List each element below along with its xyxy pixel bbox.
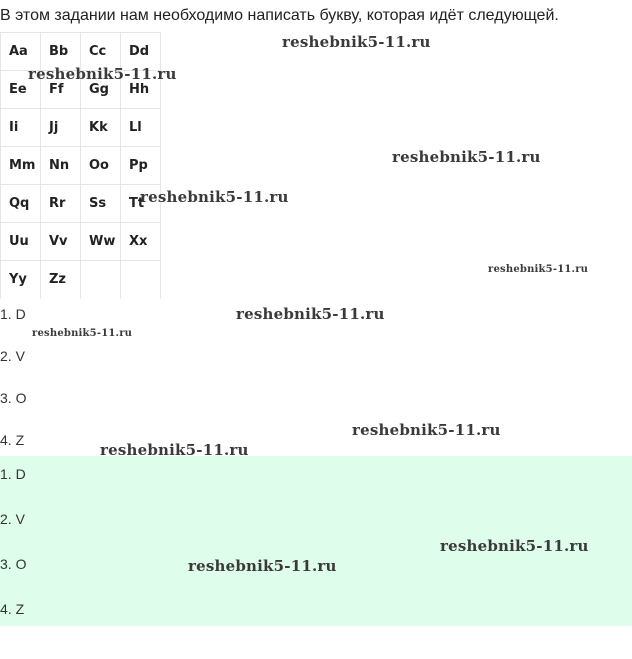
watermark: reshebnik5-11.ru: [188, 557, 337, 575]
watermark: reshebnik5-11.ru: [236, 305, 385, 323]
list-item: 2. V: [0, 511, 25, 527]
table-cell: Bb: [41, 33, 81, 71]
watermark: reshebnik5-11.ru: [32, 328, 133, 339]
watermark: reshebnik5-11.ru: [392, 148, 541, 166]
list-item: 4. Z: [0, 432, 25, 448]
table-cell: Rr: [41, 185, 81, 223]
table-cell: Oo: [81, 147, 121, 185]
table-cell: Dd: [121, 33, 161, 71]
table-row: [1, 261, 161, 299]
table-cell: Ss: [81, 185, 121, 223]
answer-list: [0, 300, 632, 468]
table-cell: Vv: [41, 223, 81, 261]
table-cell: Pp: [121, 147, 161, 185]
list-item: 4. Z: [0, 601, 25, 617]
list-item: 3. O: [0, 390, 27, 406]
table-cell: Cc: [81, 33, 121, 71]
table-row: [1, 223, 161, 261]
list-item: 1. D: [0, 306, 26, 322]
watermark: reshebnik5-11.ru: [440, 537, 589, 555]
table-cell: [81, 261, 121, 299]
table-cell: Ii: [1, 109, 41, 147]
table-cell: Hh: [121, 71, 161, 109]
table-cell: Xx: [121, 223, 161, 261]
list-item: 2. V: [0, 348, 25, 364]
table-cell: Ww: [81, 223, 121, 261]
table-cell: Aa: [1, 33, 41, 71]
table-cell: Tt: [121, 185, 161, 223]
watermark: reshebnik5-11.ru: [352, 421, 501, 439]
watermark: reshebnik5-11.ru: [140, 188, 289, 206]
table-cell: Ff: [41, 71, 81, 109]
table-row: [1, 147, 161, 185]
table-cell: Jj: [41, 109, 81, 147]
list-item: 1. D: [0, 466, 26, 482]
table-cell: Ll: [121, 109, 161, 147]
table-row: [1, 185, 161, 223]
table-cell: Nn: [41, 147, 81, 185]
table-cell: Gg: [81, 71, 121, 109]
table-cell: Zz: [41, 261, 81, 299]
task-instruction: В этом задании нам необходимо написать букву, которая идёт следующей.: [0, 7, 559, 24]
table-cell: [121, 261, 161, 299]
watermark: reshebnik5-11.ru: [282, 33, 431, 51]
watermark: reshebnik5-11.ru: [488, 264, 589, 275]
table-cell: Qq: [1, 185, 41, 223]
table-cell: Uu: [1, 223, 41, 261]
table-cell: Kk: [81, 109, 121, 147]
list-item: 3. O: [0, 556, 27, 572]
table-cell: Ee: [1, 71, 41, 109]
watermark: reshebnik5-11.ru: [28, 65, 177, 83]
watermark: reshebnik5-11.ru: [100, 441, 249, 459]
table-cell: Mm: [1, 147, 41, 185]
table-row: [1, 109, 161, 147]
table-cell: Yy: [1, 261, 41, 299]
